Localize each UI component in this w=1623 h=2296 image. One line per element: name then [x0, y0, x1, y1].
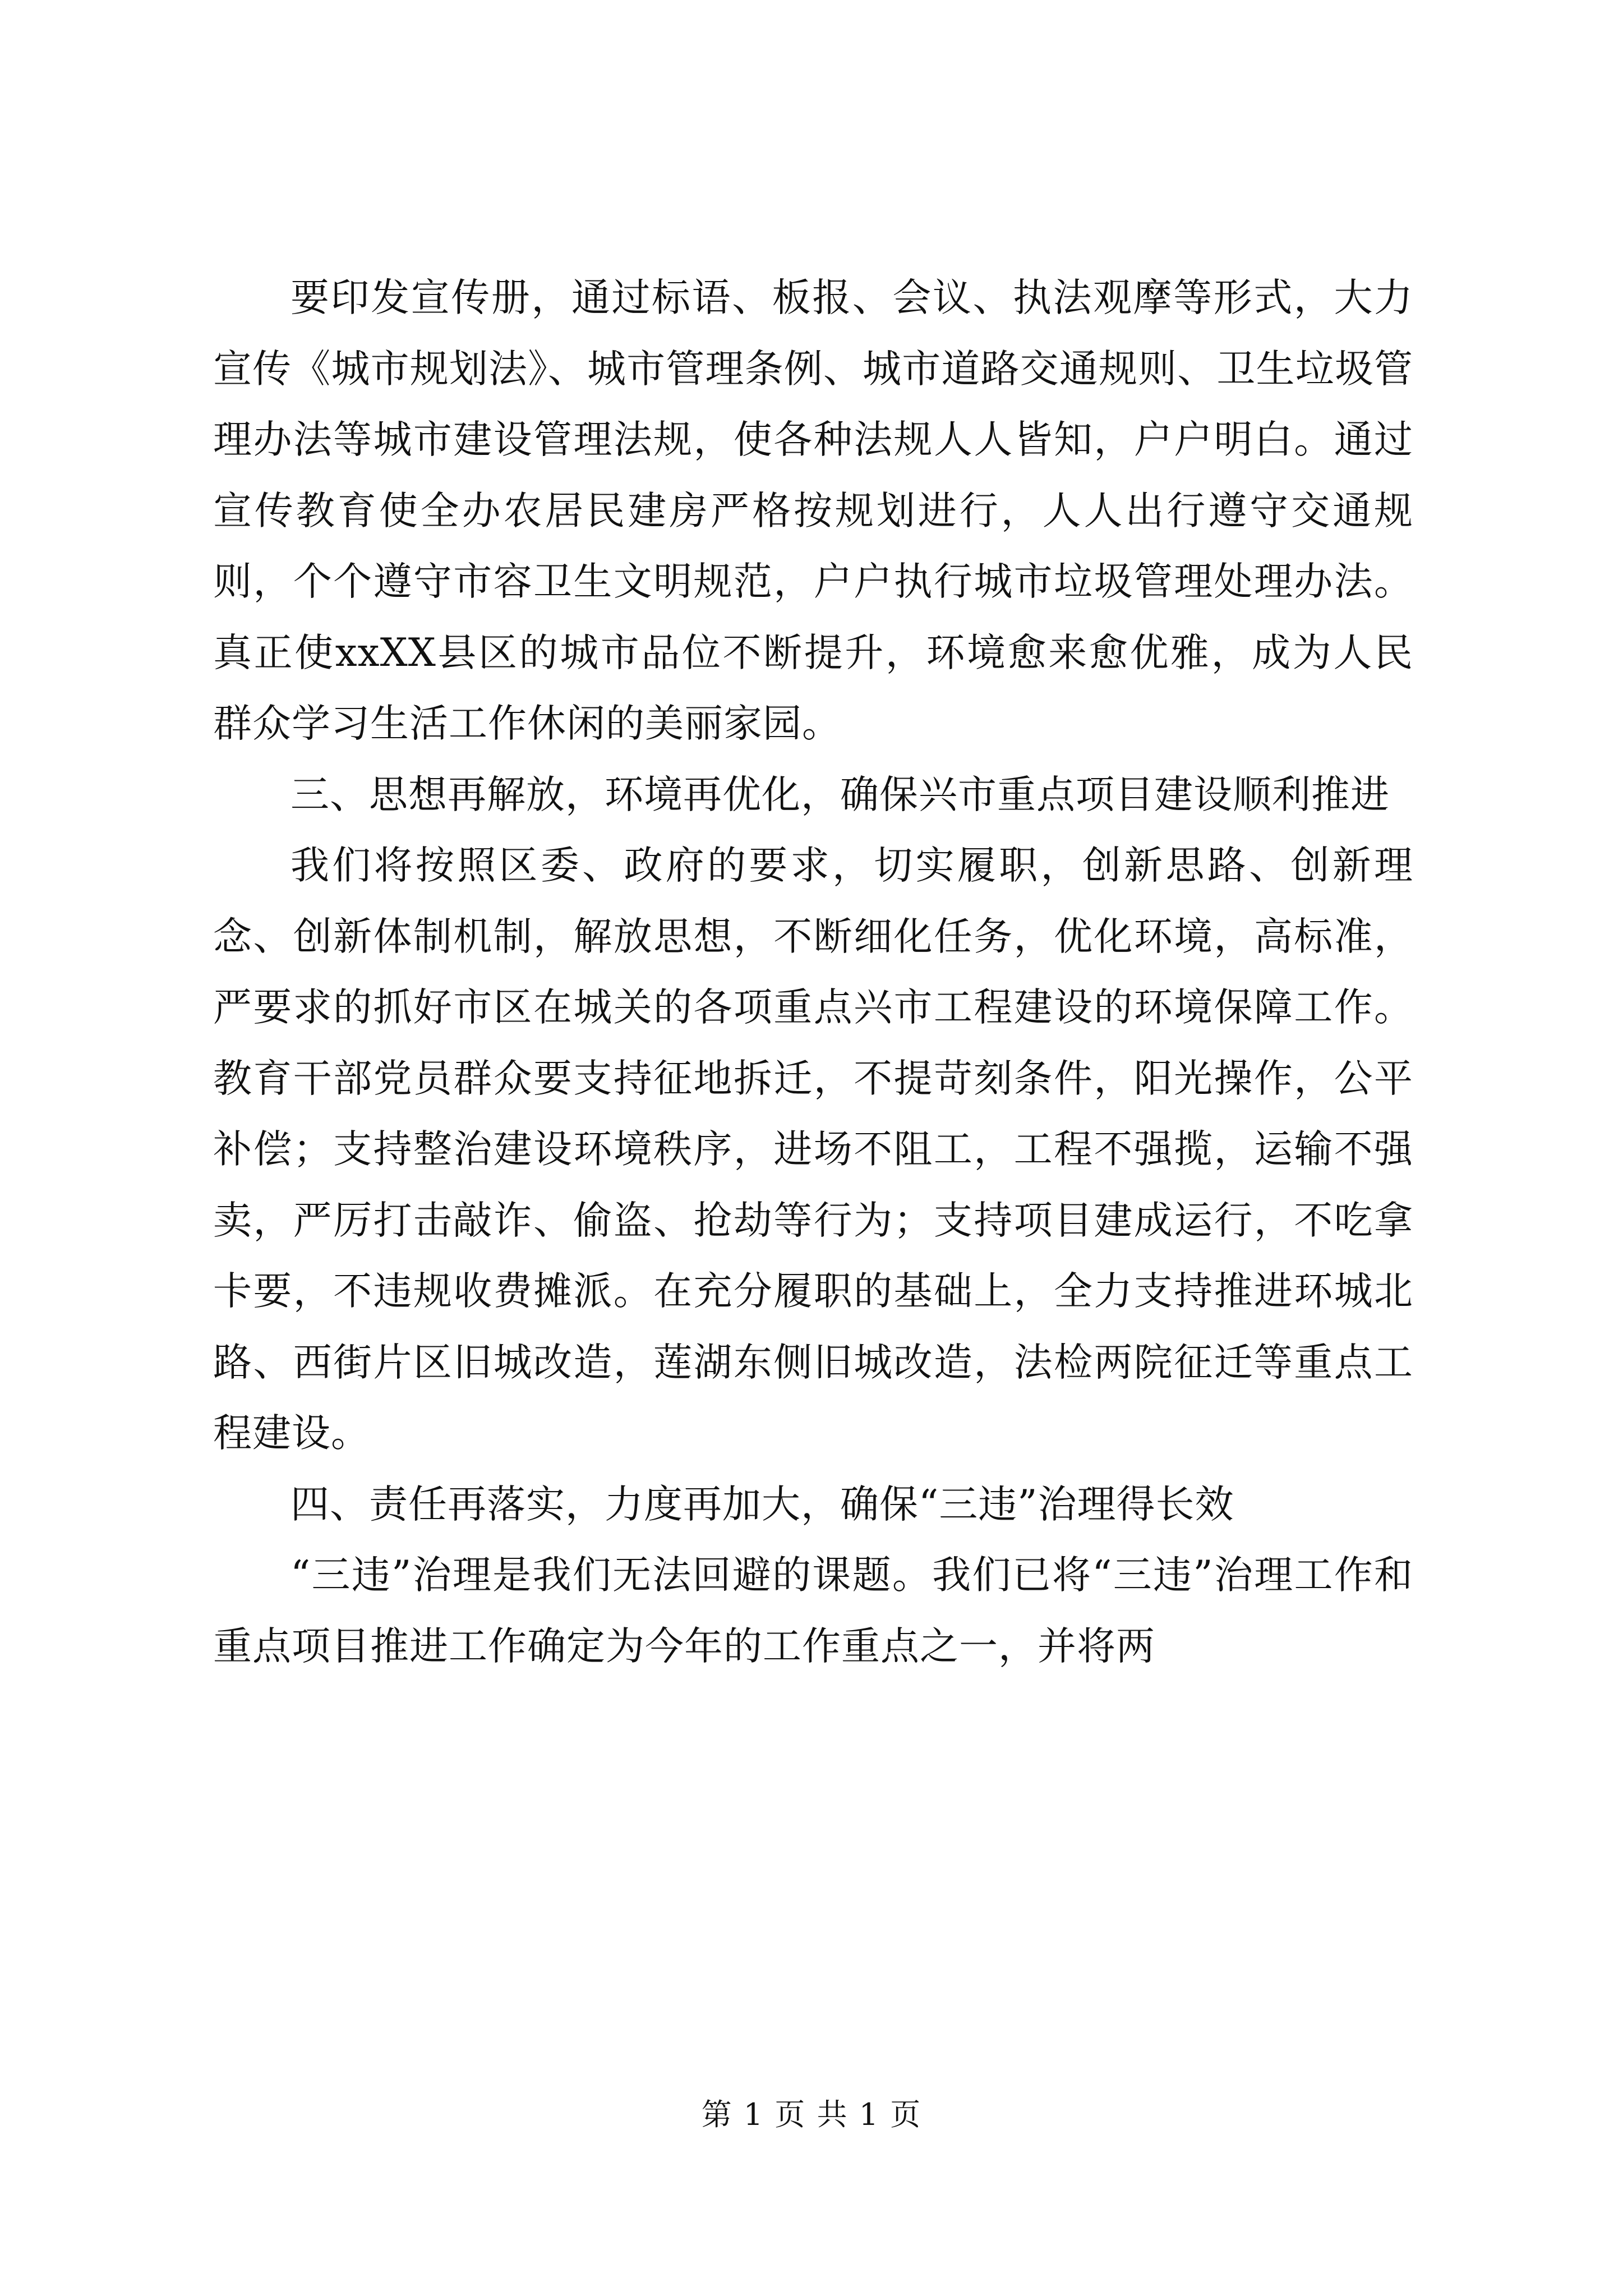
- page-footer: [0, 2095, 1623, 2134]
- paragraph-three-violations: “三违”治理是我们无法回避的课题。我们已将“三违”治理工作和重点项目推进工作确定为今年的工作重点之一，并将两: [213, 1553, 1413, 1669]
- section-heading-three: 三、思想再解放，环境再优化，确保兴市重点项目建设顺利推进: [291, 772, 1390, 817]
- page-number-label: 第 1 页 共 1 页: [701, 2097, 922, 2132]
- paragraph-publicity: 要印发宣传册，通过标语、板报、会议、执法观摩等形式，大力宣传《城市规划法》、城市管理条例、城市道路交通规则、卫生垃圾管理办法等城市建设管理法规，使各种法规人人皆知，户户明白。通过宣传教育使全办农居民建房严格按规划进行，人人出行遵守交通规则，个个遵守市容卫生文明规范，户户执行城市垃圾管理处理办法。真正使xxXX县区的城市品位不断提升，环境愈来愈优雅，成为人民群众学习生活工作休闲的美丽家园。: [213, 275, 1413, 746]
- paragraph-key-projects: 我们将按照区委、政府的要求，切实履职，创新思路、创新理念、创新体制机制，解放思想，不断细化任务，优化环境，高标准，严要求的抓好市区在城关的各项重点兴市工程建设的环境保障工作。教育干部党员群众要支持征地拆迁，不提苛刻条件，阳光操作，公平补偿；支持整治建设环境秩序，进场不阻工，工程不强揽，运输不强卖，严厉打击敲诈、偷盗、抢劫等行为；支持项目建成运行，不吃拿卡要，不违规收费摊派。在充分履职的基础上，全力支持推进环城北路、西街片区旧城改造，莲湖东侧旧城改造，法检两院征迁等重点工程建设。: [213, 843, 1413, 1456]
- section-heading-four: 四、责任再落实，力度再加大，确保“三违”治理得长效: [291, 1481, 1234, 1527]
- document-body: [213, 263, 1413, 1682]
